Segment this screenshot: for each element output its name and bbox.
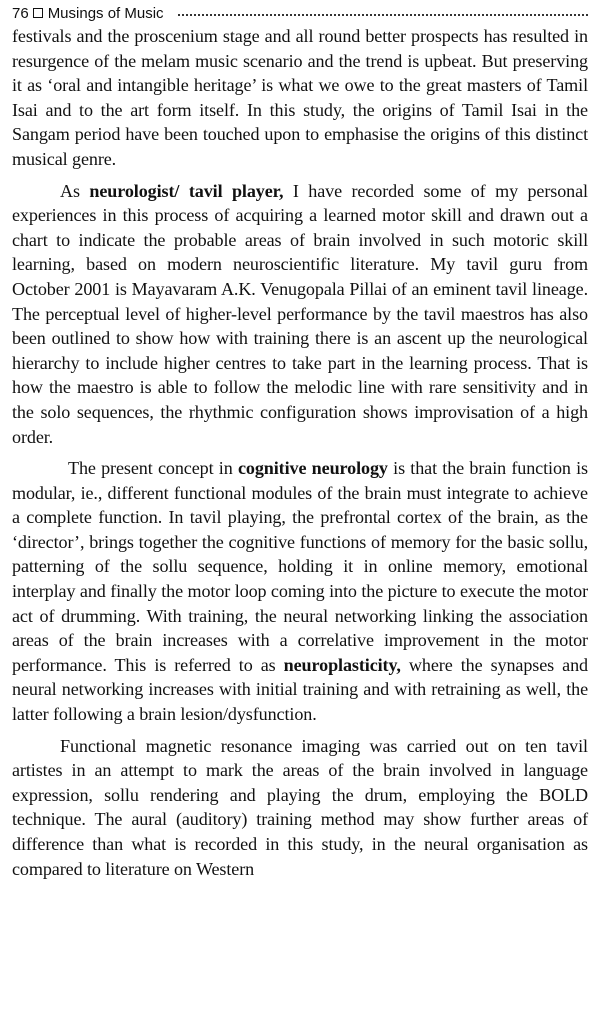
book-page (0, 2, 600, 1030)
paragraph-text: As (60, 180, 90, 201)
dotted-leader (178, 14, 588, 16)
paragraph-text: Functional magnetic resonance imaging was carried out on ten tavil artistes in an attempt to mark the areas of the brain involved in language expression, sollu rendering and playing the drum, employing the BOLD technique. The aural (auditory) training method may show further areas of difference than what is recorded in this study, in the neural organisation as compared to literature on Western (12, 735, 588, 879)
paragraph-3 (12, 456, 588, 727)
paragraph-text: The present concept in (68, 458, 238, 479)
paragraph-text: where the synapses and neural networking increases with initial training and with retraining as well, the latter following a brain lesion/dysfunction. (12, 654, 588, 725)
square-bullet-icon (33, 8, 43, 18)
paragraph-text: is that the brain function is modular, ie., different functional modules of the brain must integrate to achieve a complete function. In tavil playing, the prefrontal cortex of the brain, as the ‘director’, brings together the cognitive functions of memory for the basic sollu, patterning of the sollu sequence, holding it in online memory, emotional interplay and finally the motor loop coming into the picture to execute the motor act of drumming. With training, the neural networking linking the association areas of the brain increases with a correlative improvement in the motor performance. This is referred to as (12, 458, 588, 675)
paragraph-text: festivals and the proscenium stage and all round better prospects has resulted in resurgence of the melam music scenario and the trend is upbeat. But preserving it as ‘oral and intangible heritage’ is what we owe to the great masters of Tamil Isai and to the art form itself. In this study, the origins of Tamil Isai in the Sangam period have been touched upon to emphasise the origins of this distinct musical genre. (12, 26, 588, 169)
bold-term: neurologist/ tavil player, (89, 180, 284, 201)
paragraph-1 (12, 24, 588, 172)
page-number: 76 (12, 4, 29, 22)
paragraph-4 (12, 734, 588, 882)
bold-term: neuroplasticity, (283, 654, 401, 675)
running-title: Musings of Music (47, 4, 164, 22)
paragraph-2 (12, 179, 588, 450)
bold-term: cognitive neurology (237, 458, 388, 479)
paragraph-text: I have recorded some of my personal experiences in this process of acquiring a learned motor skill and drawn out a chart to indicate the probable areas of brain involved in such motoric skill learning, based on modern neuroscientific literature. My tavil guru from October 2001 is Mayavaram A.K. Venugopala Pillai of an eminent tavil lineage. The perceptual level of higher-level performance by the tavil maestros has also been outlined to show how with training there is an ascent up the neurological hierarchy to include higher centres to take part in the learning process. That is how the maestro is able to follow the melodic line with rare sensitivity and in the solo sequences, the rhythmic configuration shows improvisation of a high order. (12, 180, 588, 447)
running-header (12, 2, 588, 24)
